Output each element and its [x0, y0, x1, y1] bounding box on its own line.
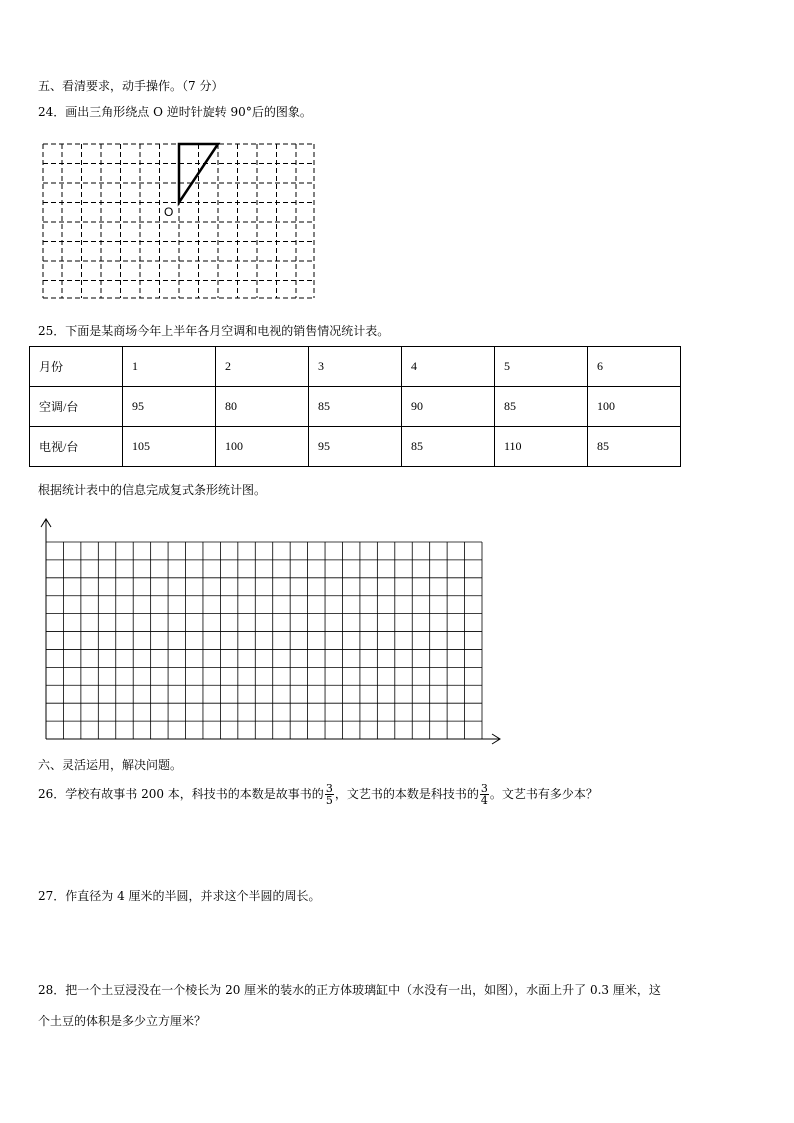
q27-text: 27．作直径为 4 厘米的半圆，并求这个半圆的周长。 — [38, 889, 321, 903]
blank-chart-grid — [38, 515, 506, 747]
table-cell: 85 — [588, 427, 681, 467]
table-cell: 空调/台 — [30, 387, 123, 427]
q25-instruction: 根据统计表中的信息完成复式条形统计图。 — [38, 483, 267, 497]
table-cell: 3 — [309, 347, 402, 387]
table-cell: 95 — [123, 387, 216, 427]
table-cell: 110 — [495, 427, 588, 467]
table-cell: 月份 — [30, 347, 123, 387]
q26-part1: 26．学校有故事书 200 本，科技书的本数是故事书的 — [38, 787, 324, 801]
q28-line2: 个土豆的体积是多少立方厘米？ — [38, 1014, 207, 1028]
table-cell: 1 — [123, 347, 216, 387]
section5-heading: 五、看清要求，动手操作。（7 分） — [38, 79, 224, 93]
q26-text — [38, 782, 598, 806]
table-cell: 90 — [402, 387, 495, 427]
table-cell: 85 — [402, 427, 495, 467]
rotation-grid-figure — [40, 140, 320, 302]
table-row — [30, 427, 681, 467]
table-cell: 80 — [216, 387, 309, 427]
q25-text: 25．下面是某商场今年上半年各月空调和电视的销售情况统计表。 — [38, 324, 390, 338]
table-cell: 95 — [309, 427, 402, 467]
table-cell: 6 — [588, 347, 681, 387]
table-cell: 2 — [216, 347, 309, 387]
table-cell: 85 — [309, 387, 402, 427]
table-cell: 电视/台 — [30, 427, 123, 467]
point-o-label: O — [164, 205, 174, 219]
fraction-three-quarters: $\frac{3}{4}$ — [480, 782, 488, 807]
table-cell: 100 — [588, 387, 681, 427]
table-cell: 100 — [216, 427, 309, 467]
grid-lines — [46, 542, 482, 739]
table-cell: 85 — [495, 387, 588, 427]
table-cell: 4 — [402, 347, 495, 387]
table-row — [30, 387, 681, 427]
q28-line1: 28．把一个土豆浸没在一个棱长为 20 厘米的装水的正方体玻璃缸中（水没有一出，如图），水面上升了 0.3 厘米，这 — [38, 983, 661, 997]
q26-part3: 。文艺书有多少本？ — [489, 787, 598, 801]
sales-stats-table — [29, 346, 681, 467]
table-cell: 5 — [495, 347, 588, 387]
table-row — [30, 347, 681, 387]
fraction-three-fifths: $\frac{3}{5}$ — [325, 782, 333, 807]
q24-text: 24．画出三角形绕点 O 逆时针旋转 90°后的图象。 — [38, 105, 312, 119]
section6-heading: 六、灵活运用，解决问题。 — [38, 758, 183, 772]
q26-part2: ，文艺书的本数是科技书的 — [334, 787, 479, 801]
table-cell: 105 — [123, 427, 216, 467]
